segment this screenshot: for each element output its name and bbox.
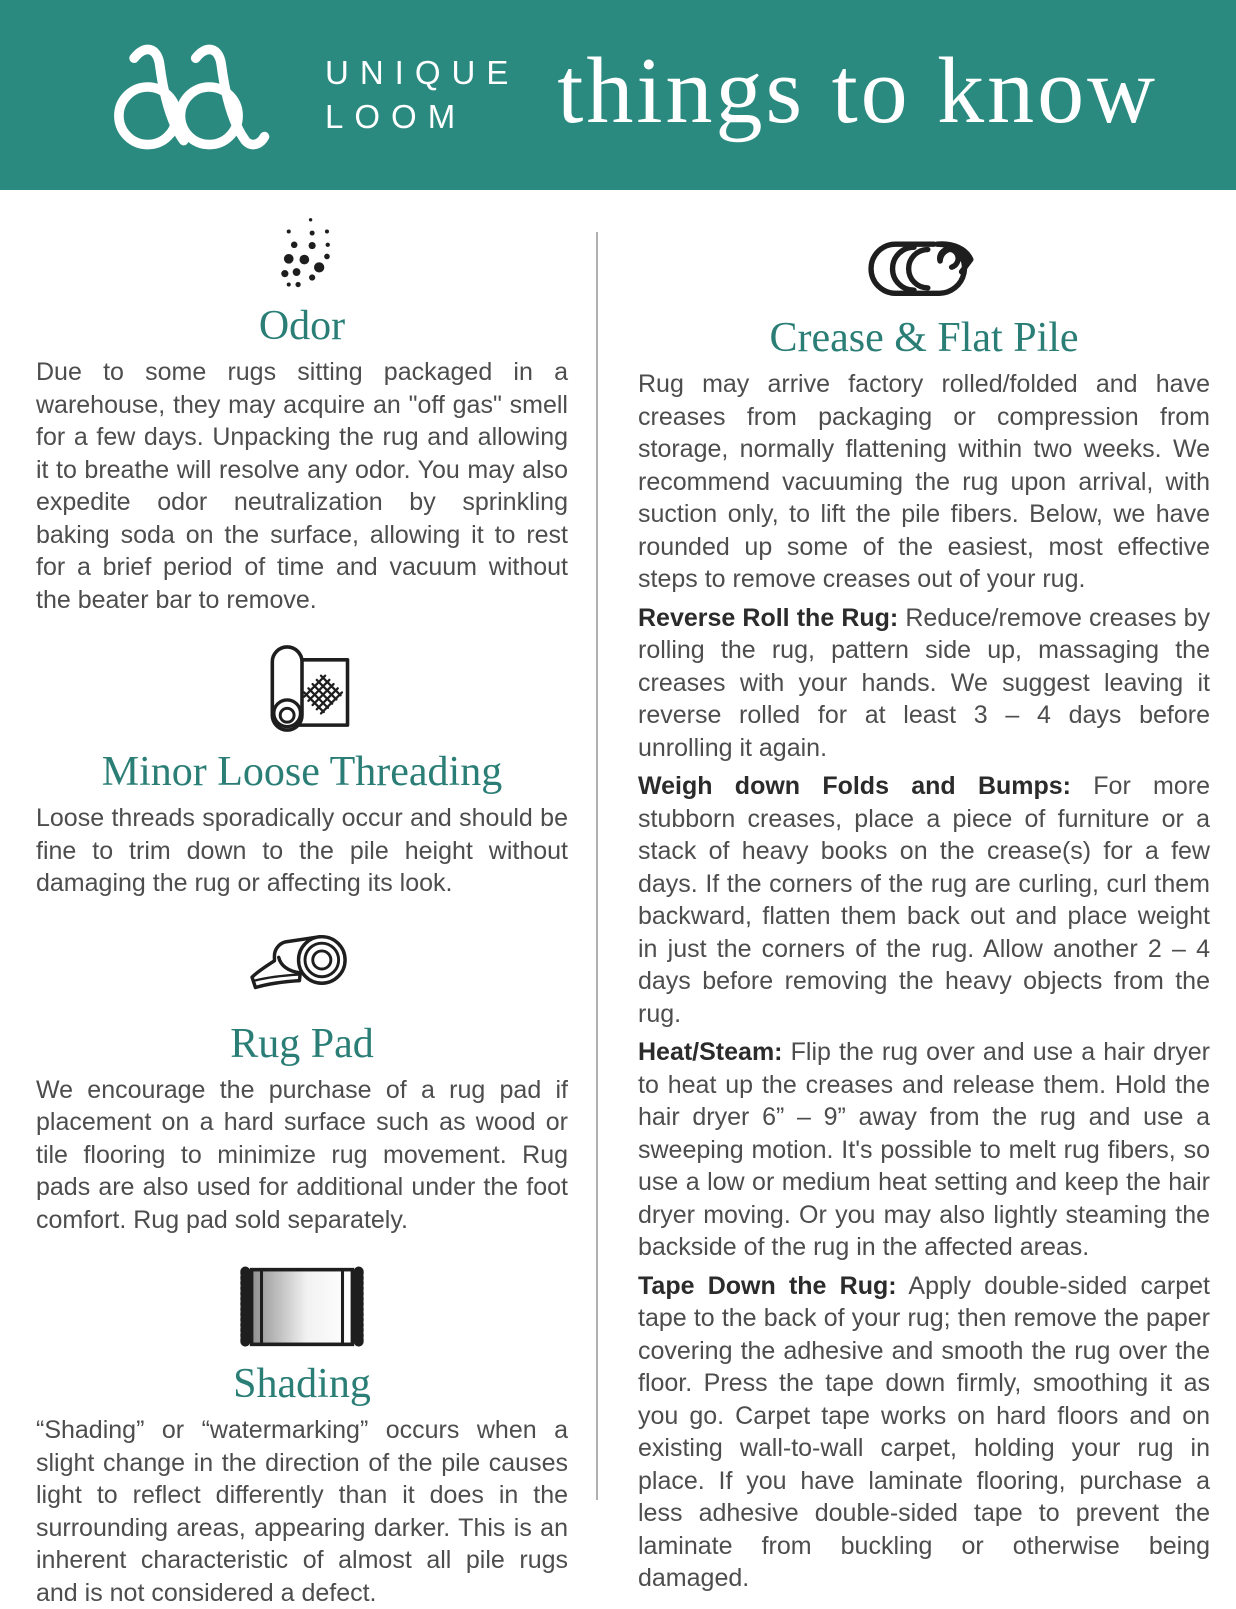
rug-pad-roll-icon	[246, 928, 358, 1010]
section-crease-flat-pile	[638, 238, 1210, 1595]
tip-label: Reverse Roll the Rug:	[638, 603, 899, 632]
fringed-rug-shading-icon	[239, 1264, 365, 1350]
brand-name	[325, 51, 519, 138]
brand-line2: LOOM	[325, 98, 467, 135]
section-body: Loose threads sporadically occur and should be fine to trim down to the pile height without damaging the rug or affecting its look.	[36, 804, 568, 897]
right-column	[638, 208, 1210, 1609]
section-intro: Rug may arrive factory rolled/folded and have creases from packaging or compression from storage, normally flattening within two weeks. We recommend vacuuming the rug upon arrival, with suction only, to lift the pile fibers. Below, we have rounded up some of the easiest, most effective steps to remove creases out of your rug.	[638, 370, 1210, 593]
tip-tape-down	[638, 1270, 1210, 1595]
section-rug-pad	[36, 928, 568, 1237]
section-heading: Odor	[258, 303, 346, 349]
section-heading: Rug Pad	[230, 1020, 374, 1067]
brand-line1: UNIQUE	[325, 54, 520, 92]
tip-text: Flip the rug over and use a hair dryer to heat up the creases and release them. Hold the hair dryer 6” – 9” away from the rug and use a sweeping motion. It's possible to melt rug fibers, so use a low or medium heat setting and keep the hair dryer moving. Or you may also lightly steaming the backside of the rug in the affected areas.	[638, 1038, 1210, 1261]
odor-dots-icon	[263, 210, 341, 292]
tip-text: Reduce/remove creases by rolling the rug, pattern side up, massaging the creases with your hands. We suggest leaving it reverse rolled for at least 3 – 4 days before unrolling it again.	[638, 603, 1211, 762]
page-title: things to know	[557, 39, 1159, 143]
section-odor	[36, 210, 568, 616]
section-body: Due to some rugs sitting packaged in a warehouse, they may acquire an "off gas" smell for a few days. Unpacking the rug and allowing it to breathe will resolve any odor. You may also expedite odor neutralization by sprinkling baking soda on the surface, allowing it to rest for a brief period of time and vacuum without the beater bar to remove.	[36, 358, 568, 614]
section-body: “Shading” or “watermarking” occurs when a slight change in the direction of the pile causes light to reflect differently than it does in the surrounding areas, appearing darker. This is an inherent characteristic of almost all pile rugs and is not considered a defect.	[36, 1416, 568, 1607]
tip-reverse-roll	[638, 602, 1210, 765]
tip-weigh-down	[638, 770, 1210, 1030]
tip-label: Heat/Steam:	[638, 1038, 783, 1066]
section-heading: Crease & Flat Pile	[769, 315, 1079, 361]
section-shading	[36, 1264, 568, 1609]
rolled-rug-crosshatch-icon	[252, 644, 352, 738]
brand-block	[0, 39, 519, 151]
left-column	[36, 208, 568, 1609]
tip-text: Apply double-sided carpet tape to the back of your rug; then remove the paper covering the adhesive and smooth the rug over the floor. Press the tape down firmly, smoothing it as you go. Carpet tape works on hard floors and on existing wall-to-wall carpet, holding your rug in place. If you have laminate flooring, purchase a less adhesive double-sided tape to prevent the laminate from buckling or otherwise being damaged.	[638, 1271, 1210, 1592]
section-heading: Shading	[233, 1361, 371, 1407]
header-banner	[0, 0, 1236, 190]
tip-label: Weigh down Folds and Bumps:	[638, 772, 1072, 800]
tip-heat-steam	[638, 1036, 1210, 1264]
rolled-rug-spiral-icon	[862, 238, 986, 304]
tip-text: For more stubborn creases, place a piece of furniture or a stack of heavy books on the crease(s) for a few days. If the corners of the rug are curling, curl them backward, flatten them back out and place weight in just the corners of the rug. Allow another 2 – 4 days before removing the heavy objects from the rug.	[638, 772, 1211, 1028]
content	[0, 190, 1236, 1609]
tip-label: Tape Down the Rug:	[638, 1271, 897, 1300]
section-body: We encourage the purchase of a rug pad if placement on a hard surface such as wood or tile flooring to minimize rug movement. Rug pads are also used for additional under the foot comfort. Rug pad sold separately.	[36, 1075, 568, 1234]
section-loose-threading	[36, 644, 568, 900]
column-divider	[596, 232, 598, 1500]
unique-loom-logo-icon	[90, 39, 295, 151]
section-heading: Minor Loose Threading	[101, 749, 503, 795]
